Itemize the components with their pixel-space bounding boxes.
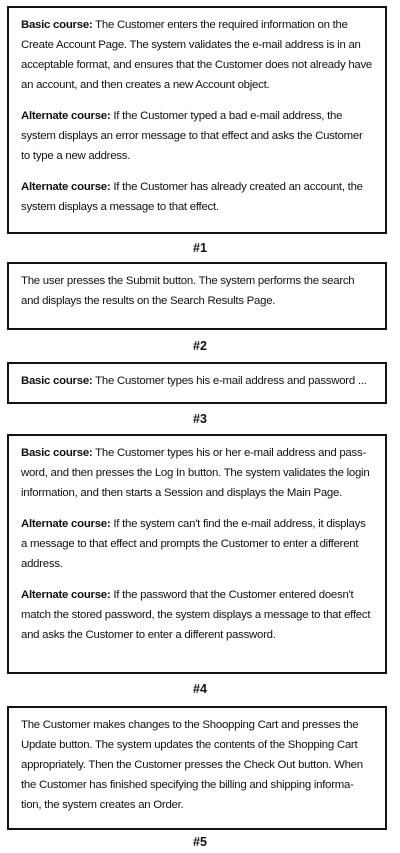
example-4-caption: #4 bbox=[193, 682, 207, 696]
course-text: The Customer makes changes to the Shoopping Cart and presses the Update button. The system updates the contents of the Shopping Cart appropriately. Then the Customer presses the Check Out button. When the Customer has finished specifying the billing and shipping informa-tion, the system creates an Order. bbox=[21, 719, 363, 811]
course-text: The Customer enters the required information on the Create Account Page. The system validates the e-mail address is in an acceptable format, and ensures that the Customer does not already have an account, and then creates a new Account object. bbox=[21, 19, 373, 91]
course-text: The Customer types his e-mail address and password ... bbox=[92, 375, 367, 387]
course-label: Basic course: bbox=[21, 19, 93, 31]
example-2-box bbox=[7, 262, 387, 330]
course-label: Basic course: bbox=[21, 375, 93, 387]
course-label: Basic course: bbox=[21, 447, 93, 459]
example-4-paragraph-3 bbox=[21, 585, 373, 645]
course-text: If the password that the Customer entered doesn't match the stored password, the system displays a message to that effect and asks the Customer to enter a different password. bbox=[21, 589, 371, 641]
example-3-caption: #3 bbox=[193, 412, 207, 426]
example-1-paragraph-1 bbox=[21, 15, 373, 95]
example-1-box bbox=[7, 6, 387, 234]
example-5-box bbox=[7, 706, 387, 830]
example-1-caption: #1 bbox=[193, 241, 207, 255]
example-1-paragraph-3 bbox=[21, 177, 373, 217]
example-4-box bbox=[7, 434, 387, 674]
course-text: If the Customer typed a bad e-mail address, the system displays an error message to that effect and asks the Customer to type a new address. bbox=[21, 110, 363, 162]
course-label: Alternate course: bbox=[21, 181, 111, 193]
example-4-paragraph-2 bbox=[21, 514, 373, 574]
example-5-paragraph-1 bbox=[21, 715, 373, 815]
example-5-caption: #5 bbox=[193, 835, 207, 849]
course-label: Alternate course: bbox=[21, 589, 111, 601]
course-text: The user presses the Submit button. The system performs the search and displays the results on the Search Results Page. bbox=[21, 275, 355, 307]
course-text: If the system can't find the e-mail address, it displays a message to that effect and prompts the Customer to enter a different address. bbox=[21, 518, 366, 570]
example-4-paragraph-1 bbox=[21, 443, 373, 503]
example-1-paragraph-2 bbox=[21, 106, 373, 166]
course-label: Alternate course: bbox=[21, 110, 111, 122]
example-3-box bbox=[7, 362, 387, 404]
course-label: Alternate course: bbox=[21, 518, 111, 530]
course-text: If the Customer has already created an account, the system displays a message to that effect. bbox=[21, 181, 363, 213]
example-2-paragraph-1 bbox=[21, 271, 373, 311]
example-3-paragraph-1 bbox=[21, 371, 373, 391]
example-2-caption: #2 bbox=[193, 339, 207, 353]
course-text: The Customer types his or her e-mail address and pass-word, and then presses the Log In button. The system validates the login information, and then starts a Session and displays the Main Page. bbox=[21, 447, 370, 499]
